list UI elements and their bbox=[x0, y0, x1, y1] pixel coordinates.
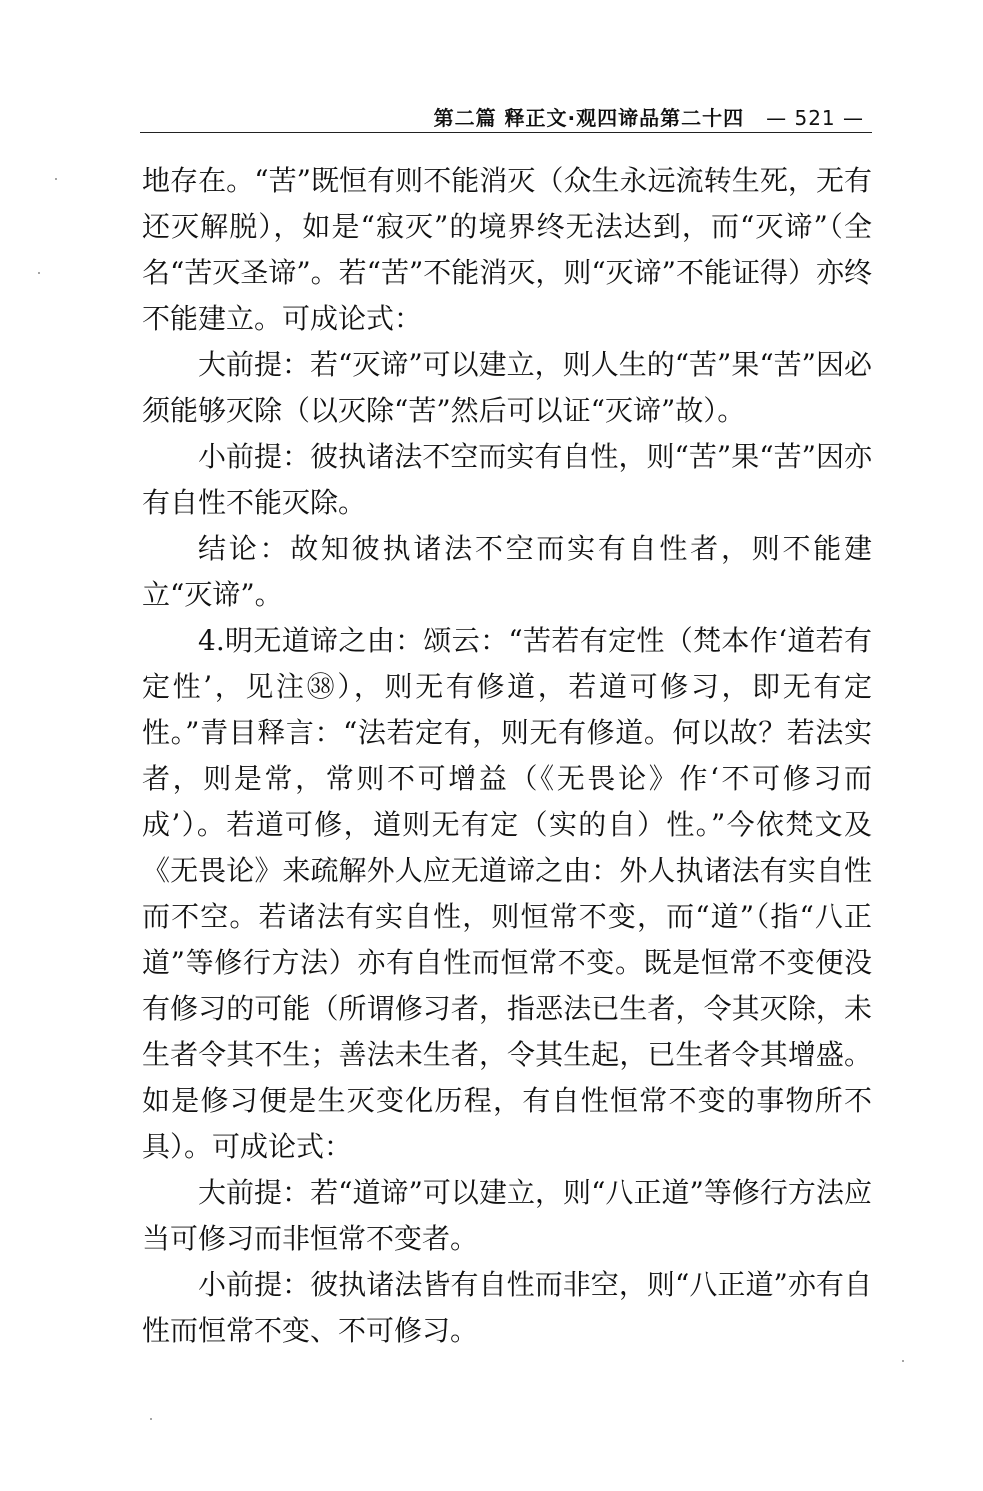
scan-speck bbox=[38, 272, 40, 274]
body-text bbox=[142, 158, 872, 1354]
paragraph-minor-premise: 小前提：彼执诸法不空而实有自性，则“苦”果“苦”因亦有自性不能灭除。 bbox=[142, 440, 872, 519]
paragraph: 地存在。“苦”既恒有则不能消灭（众生永远流转生死，无有还灭解脱），如是“寂灭”的境界终无法达到，而“灭谛”（全名“苦灭圣谛”。若“苦”不能消灭，则“灭谛”不能证得）亦终不能建立。可成论式： bbox=[142, 164, 872, 335]
paragraph-major-premise: 大前提：若“道谛”可以建立，则“八正道”等修行方法应当可修习而非恒常不变者。 bbox=[142, 1176, 872, 1255]
paragraph-section-4: 4.明无道谛之由：颂云：“苦若有定性（梵本作‘道若有定性’，见注㊳），则无有修道，若道可修习，即无有定性。”青目释言：“法若定有，则无有修道。何以故？若法实者，则是常，常则不可增益（《无畏论》作‘不可修习而成’）。若道可修，道则无有定（实的自）性。”今依梵文及《无畏论》来疏解外人应无道谛之由：外人执诸法有实自性而不空。若诸法有实自性，则恒常不变，而“道”（指“八正道”等修行方法）亦有自性而恒常不变。既是恒常不变便没有修习的可能（所谓修习者，指恶法已生者，令其灭除，未生者令其不生；善法未生者，令其生起，已生者令其增盛。如是修习便是生灭变化历程，有自性恒常不变的事物所不具）。可成论式： bbox=[142, 624, 872, 1163]
scan-speck bbox=[902, 1360, 904, 1362]
paragraph-minor-premise: 小前提：彼执诸法皆有自性而非空，则“八正道”亦有自性而恒常不变、不可修习。 bbox=[142, 1268, 872, 1347]
page-number: — 521 — bbox=[766, 106, 864, 130]
paragraph-conclusion: 结论：故知彼执诸法不空而实有自性者，则不能建立“灭谛”。 bbox=[142, 532, 872, 611]
scan-speck bbox=[55, 178, 57, 180]
scan-speck bbox=[150, 1418, 152, 1420]
running-header bbox=[140, 98, 872, 133]
chapter-title: 第二篇 释正文·观四谛品第二十四 bbox=[433, 106, 745, 130]
paragraph-major-premise: 大前提：若“灭谛”可以建立，则人生的“苦”果“苦”因必须能够灭除（以灭除“苦”然后可以证“灭谛”故）。 bbox=[142, 348, 872, 427]
running-header-text bbox=[434, 102, 864, 131]
